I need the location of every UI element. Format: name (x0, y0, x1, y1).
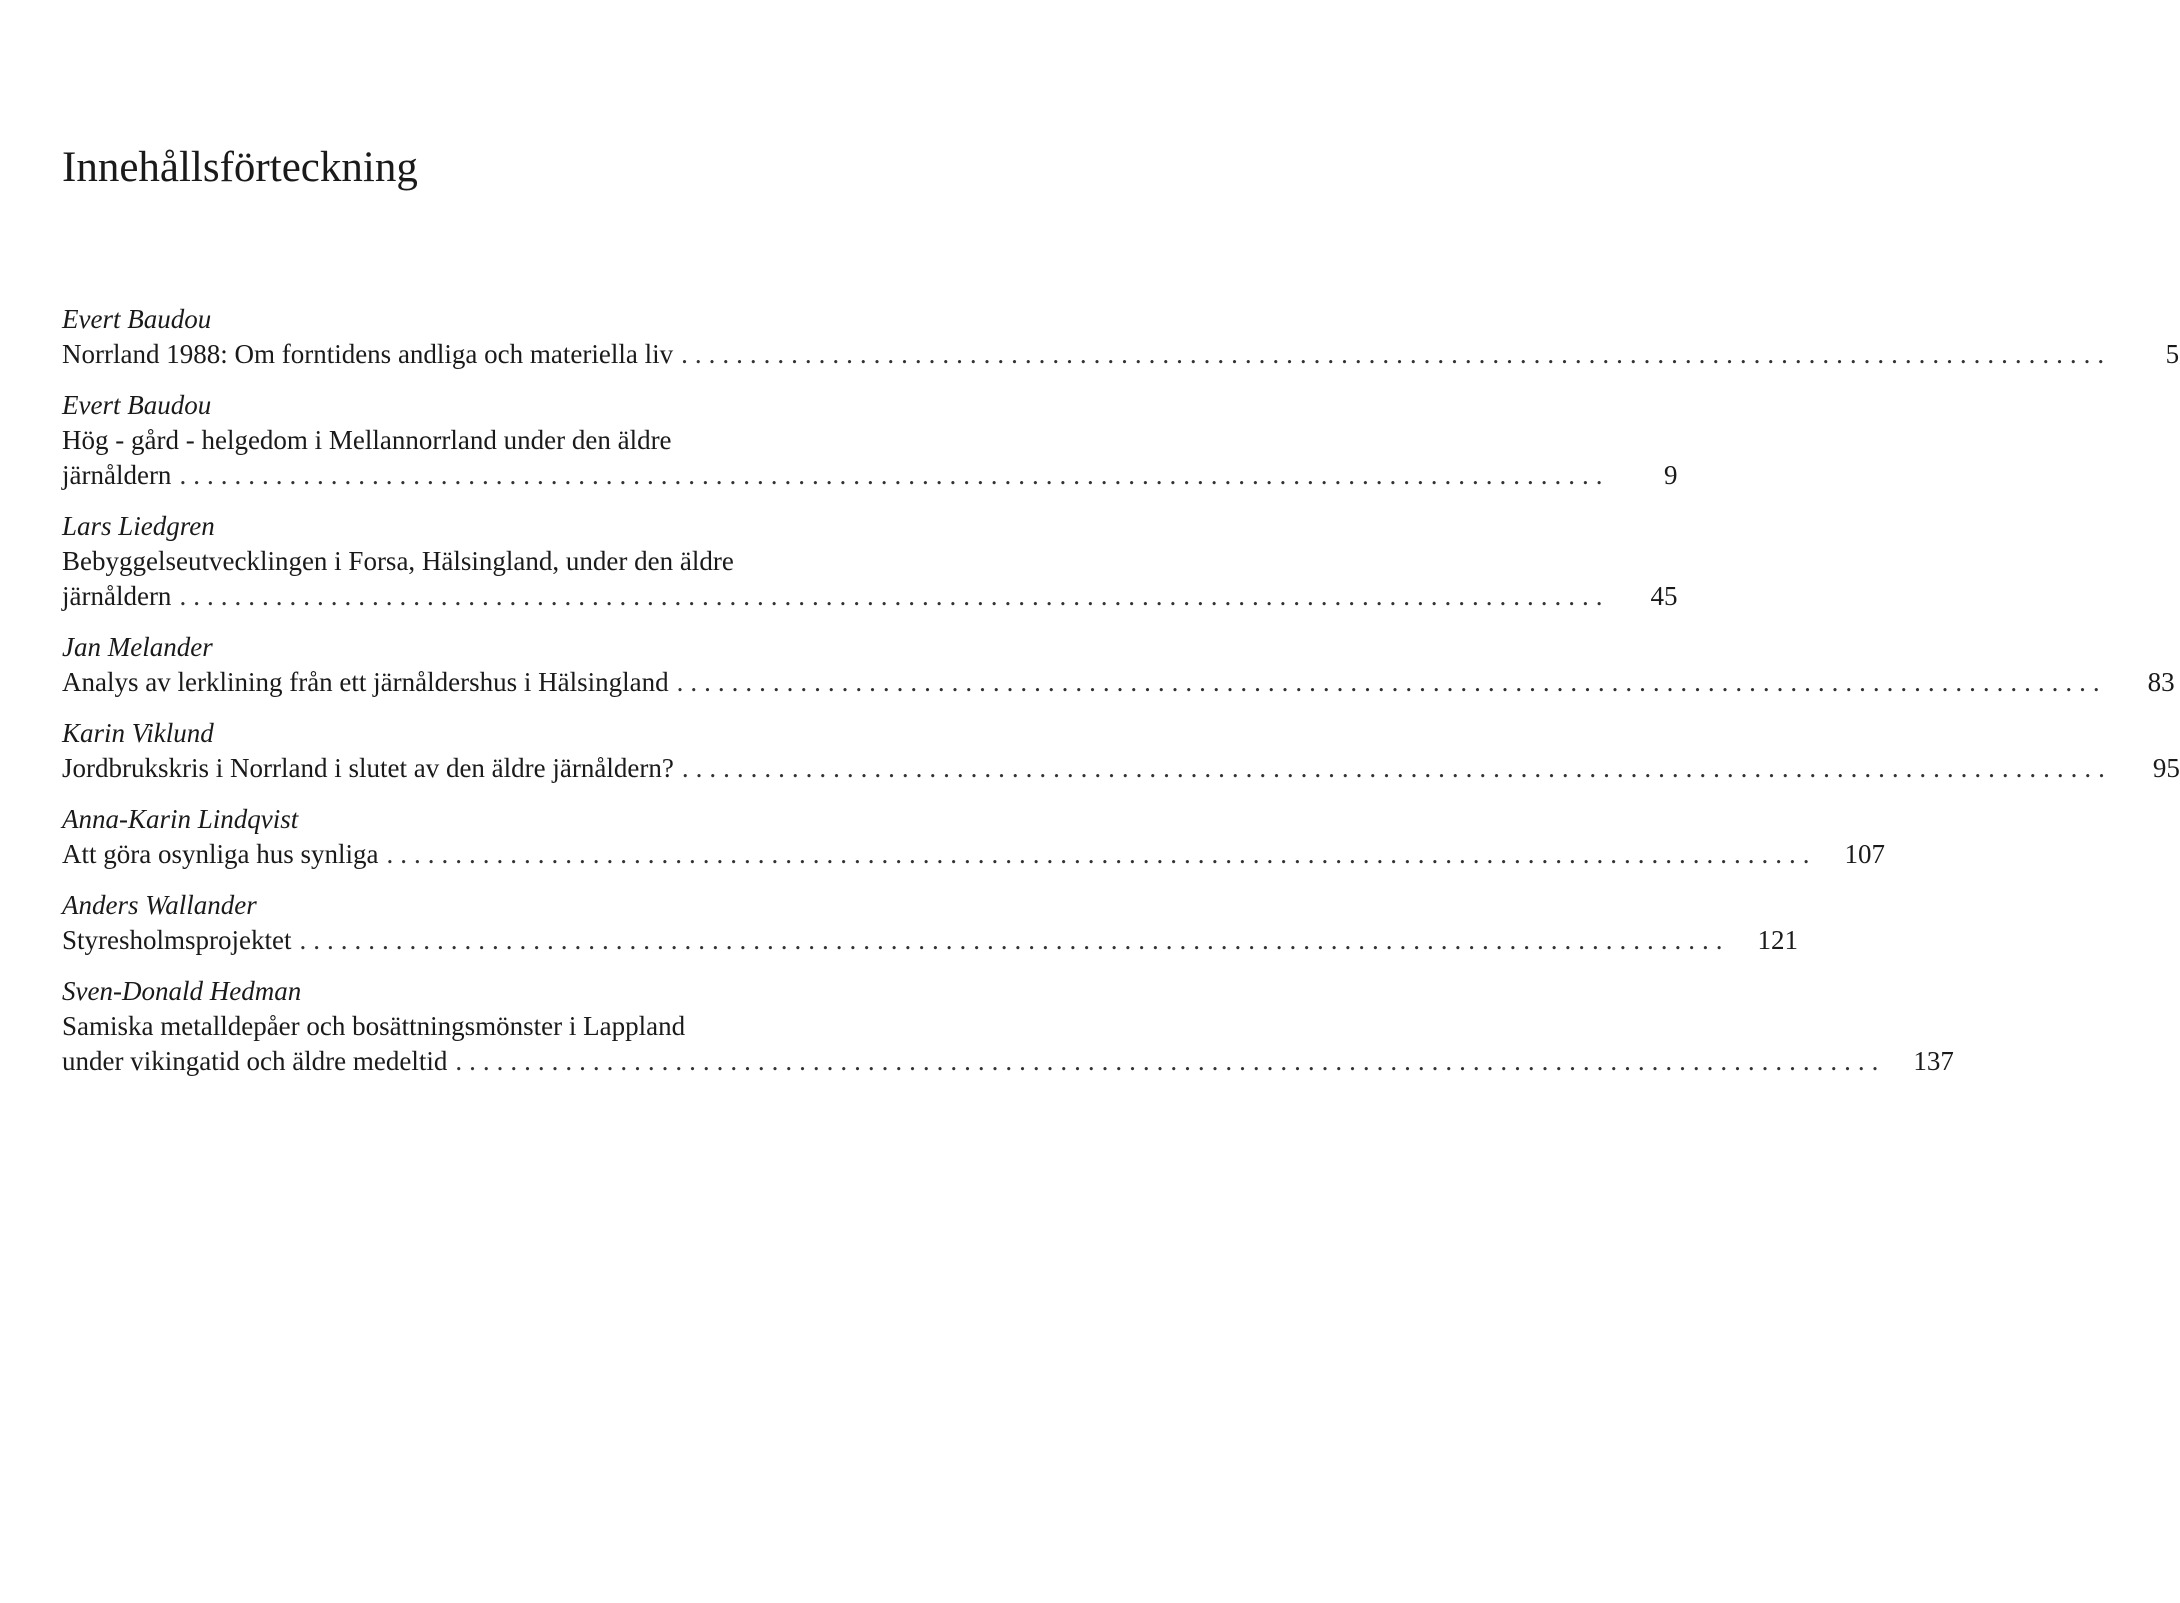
dot-leader: ........................................................................................................ (681, 339, 2112, 369)
toc-title-row (62, 458, 1678, 493)
toc-page-number: 137 (1913, 1046, 1954, 1076)
toc-author: Evert Baudou (62, 390, 212, 420)
page-title: Innehållsförteckning (62, 144, 418, 191)
toc-title: Att göra osynliga hus synliga (62, 839, 379, 869)
toc-title-row (62, 337, 2180, 372)
dot-leader: ........................................................................................................ (681, 753, 2112, 783)
table-of-contents (62, 302, 2180, 1095)
toc-title: järnåldern (62, 460, 172, 490)
toc-title-line: Bebyggelseutvecklingen i Forsa, Hälsingland, under den äldre (62, 546, 734, 576)
toc-title-row (62, 579, 1678, 614)
dot-leader: ........................................................................................................ (455, 1046, 1886, 1076)
toc-title: Norrland 1988: Om forntidens andliga och materiella liv (62, 339, 674, 369)
toc-author: Evert Baudou (62, 304, 212, 334)
toc-title-row (62, 665, 2175, 700)
toc-author: Lars Liedgren (62, 511, 215, 541)
toc-title-row (62, 923, 1798, 958)
toc-page-number: 9 (1663, 460, 1678, 490)
toc-entry (62, 802, 1885, 872)
toc-page-number: 95 (2152, 753, 2180, 783)
toc-entry (62, 888, 1798, 958)
toc-page-number: 45 (1650, 581, 1678, 611)
dot-leader: ........................................................................................................ (179, 460, 1610, 490)
toc-entry (62, 302, 2180, 372)
toc-page-number: 5 (2165, 339, 2180, 369)
toc-entry (62, 509, 1678, 614)
toc-entry-list (62, 302, 2180, 1079)
toc-page-number: 107 (1844, 839, 1885, 869)
toc-page-number: 83 (2147, 667, 2175, 697)
toc-entry (62, 388, 1678, 493)
toc-title: Jordbrukskris i Norrland i slutet av den äldre järnåldern? (62, 753, 674, 783)
toc-entry (62, 630, 2175, 700)
toc-title-row (62, 837, 1885, 872)
toc-author: Anders Wallander (62, 890, 257, 920)
dot-leader: ........................................................................................................ (386, 839, 1817, 869)
toc-title: järnåldern (62, 581, 172, 611)
toc-entry (62, 974, 1954, 1079)
toc-page-number: 121 (1757, 925, 1798, 955)
dot-leader: ........................................................................................................ (676, 667, 2107, 697)
toc-title: under vikingatid och äldre medeltid (62, 1046, 448, 1076)
toc-title-row (62, 1044, 1954, 1079)
toc-title: Styresholmsprojektet (62, 925, 292, 955)
toc-author: Sven-Donald Hedman (62, 976, 302, 1006)
toc-title: Analys av lerklining från ett järnåldershus i Hälsingland (62, 667, 669, 697)
toc-author: Jan Melander (62, 632, 213, 662)
dot-leader: ........................................................................................................ (299, 925, 1730, 955)
toc-title-line: Samiska metalldepåer och bosättningsmönster i Lappland (62, 1011, 686, 1041)
dot-leader: ........................................................................................................ (179, 581, 1610, 611)
toc-entry (62, 716, 2180, 786)
toc-author: Anna-Karin Lindqvist (62, 804, 299, 834)
toc-title-row (62, 751, 2180, 786)
toc-title-line: Hög - gård - helgedom i Mellannorrland under den äldre (62, 425, 672, 455)
toc-author: Karin Viklund (62, 718, 214, 748)
